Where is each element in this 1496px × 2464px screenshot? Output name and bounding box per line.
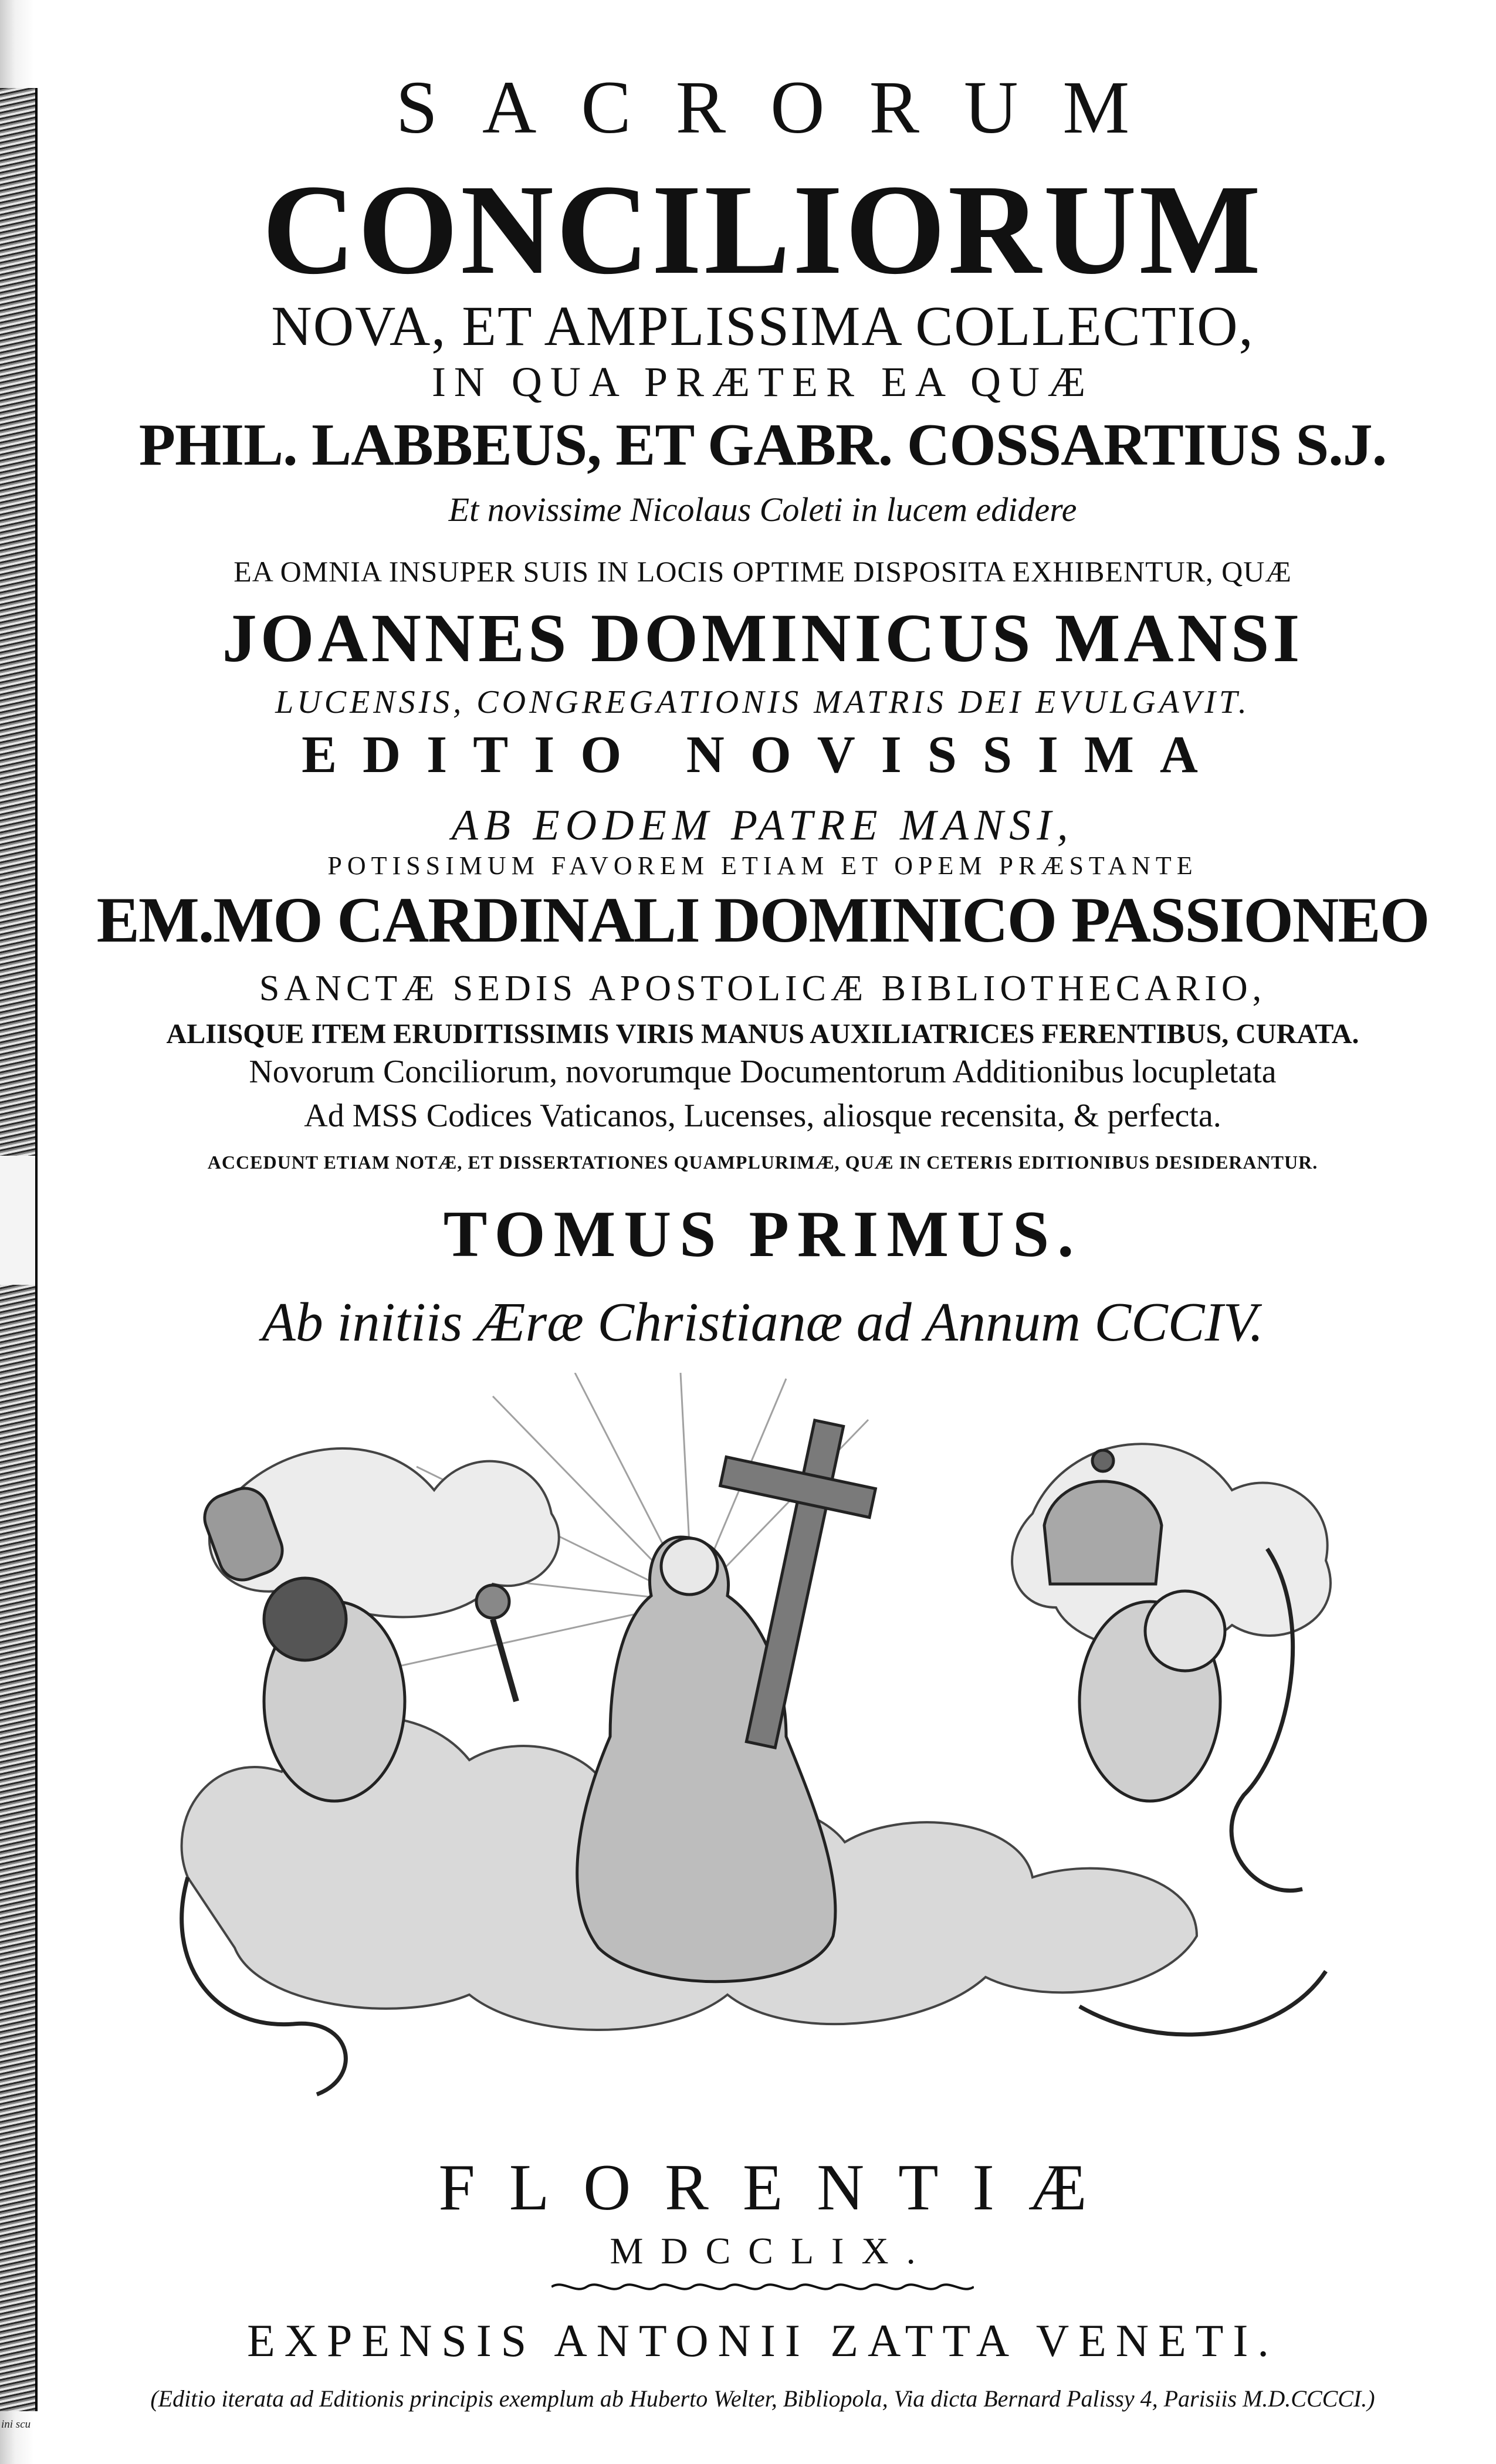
lucensis-line: LUCENSIS, CONGREGATIONIS MATRIS DEI EVULGAVIT. (275, 684, 1250, 720)
title-line-conciliorum: CONCILIORUM (262, 158, 1264, 301)
potissimum-line: POTISSIMUM FAVOREM ETIAM ET OPEM PRÆSTANTE (327, 851, 1198, 880)
subtitle-line-nova: NOVA, ET AMPLISSIMA COLLECTIO, (271, 295, 1254, 357)
facing-plate-edge (0, 88, 38, 2411)
ea-omnia-line: EA OMNIA INSUPER SUIS IN LOCIS OPTIME DISPOSITA EXHIBENTUR, QUÆ (233, 555, 1292, 588)
accedunt-line: ACCEDUNT ETIAM NOTÆ, ET DISSERTATIONES QUAMPLURIMÆ, QUÆ IN CETERIS EDITIONIBUS DESIDERANTUR. (207, 1152, 1318, 1173)
sanctae-line: SANCTÆ SEDIS APOSTOLICÆ BIBLIOTHECARIO, (259, 969, 1267, 1008)
city-line: FLORENTIÆ (438, 2151, 1121, 2224)
volume-line: TOMUS PRIMUS. (443, 1198, 1082, 1271)
aliisque-line: ALIISQUE ITEM ERUDITISSIMIS VIRIS MANUS AUXILIATRICES FERENTIBUS, CURATA. (166, 1018, 1359, 1050)
scroll-ornament (551, 2279, 974, 2294)
engraved-vignette-illustration (164, 1373, 1367, 2124)
author-line: JOANNES DOMINICUS MANSI (222, 600, 1304, 676)
edition-line: EDITIO NOVISSIMA (302, 726, 1224, 784)
publisher-line: EXPENSIS ANTONII ZATTA VENETI. (247, 2315, 1278, 2366)
editors-line: PHIL. LABBEUS, ET GABR. COSSARTIUS S.J. (138, 412, 1387, 478)
title-line-sacrorum: SACRORUM (395, 66, 1175, 149)
reprint-note: (Editio iterata ad Editionis principis exemplum ab Huberto Welter, Bibliopola, Via dicta Bernard Palissy 4, Parisiis M.D.CCCCI.) (150, 2385, 1375, 2412)
coleti-line: Et novissime Nicolaus Coleti in lucem edidere (448, 490, 1077, 529)
subtitle-line-in-qua: IN QUA PRÆTER EA QUÆ (431, 358, 1094, 405)
date-line: MDCCLIX. (610, 2230, 933, 2272)
plate-caption: ini scu (1, 2418, 31, 2431)
cardinal-line: EM.MO CARDINALI DOMINICO PASSIONEO (96, 884, 1429, 956)
title-page (41, 0, 1484, 2464)
novorum-line: Novorum Conciliorum, novorumque Documentorum Additionibus locupletata (249, 1054, 1277, 1090)
period-line: Ab initiis Æræ Christianæ ad Annum CCCIV. (262, 1292, 1264, 1353)
ad-mss-line: Ad MSS Codices Vaticanos, Lucenses, aliosque recensita, & perfecta. (304, 1098, 1221, 1134)
ab-eodem-line: AB EODEM PATRE MANSI, (451, 801, 1074, 849)
